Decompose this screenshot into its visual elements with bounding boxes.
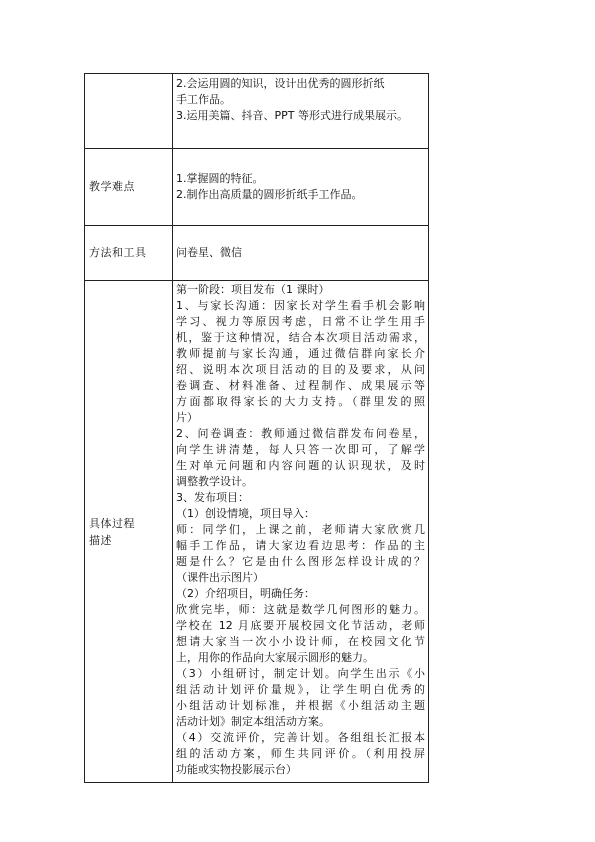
goals-line-1: 2.会运用圆的知识，设计出优秀的圆形折纸 xyxy=(176,77,385,90)
process-line: 想请大家当一次小小设计师，在校园文化节 xyxy=(176,635,425,648)
table-row-method xyxy=(85,226,429,281)
method-label-cell: 方法和工具 xyxy=(85,226,173,281)
process-line: 欣赏完毕，师：这就是数学几何图形的魅力。 xyxy=(176,603,425,616)
process-line: 活动计划》制定本组活动方案。 xyxy=(176,715,330,728)
process-line: 方面都取得家长的大力支持。（群里发的照 xyxy=(176,395,425,408)
process-line: 1、与家长沟通：因家长对学生看手机会影响 xyxy=(176,299,425,312)
process-line: 幅手工作品，请大家边看边思考：作品的主 xyxy=(176,539,425,552)
difficulty-line-2: 2.制作出高质量的圆形折纸手工作品。 xyxy=(176,188,363,201)
table-row-difficulty xyxy=(85,149,429,226)
process-line: 绍、说明本次项目活动的目的及要求，从问 xyxy=(176,363,425,376)
difficulty-label-cell: 教学难点 xyxy=(85,149,173,226)
process-line: 教师提前与家长沟通，通过微信群向家长介 xyxy=(176,347,425,360)
lesson-plan-table xyxy=(84,73,429,783)
process-line: 学习、视力等原因考虑，日常不让学生用手 xyxy=(176,315,425,328)
process-line: 组的活动方案，师生共同评价。（利用投屏 xyxy=(176,747,425,760)
process-content-cell xyxy=(173,281,429,783)
table-row-process xyxy=(85,281,429,783)
process-label: 具体过程描述 xyxy=(89,516,135,547)
goals-label-cell xyxy=(85,74,173,149)
process-line: 卷调查、材料准备、过程制作、成果展示等 xyxy=(176,379,425,392)
process-line: （2）介绍项目，明确任务： xyxy=(176,587,315,600)
goals-content-cell xyxy=(173,74,429,149)
goals-line-3: 3.运用美篇、抖音、PPT 等形式进行成果展示。 xyxy=(176,109,408,122)
process-line: （1）创设情境，项目导入： xyxy=(176,507,315,520)
process-line: 3、发布项目： xyxy=(176,491,249,504)
process-line: 功能或实物投影展示台） xyxy=(176,763,297,776)
process-line: 向学生讲清楚，每人只答一次即可，了解学 xyxy=(176,443,425,456)
difficulty-line-1: 1.掌握圆的特征。 xyxy=(176,172,264,185)
process-line: （课件出示图片） xyxy=(176,571,264,584)
process-line: 2、问卷调查：教师通过微信群发布问卷星， xyxy=(176,427,425,440)
method-content-cell: 问卷星、微信 xyxy=(173,226,429,281)
process-line: 师：同学们，上课之前，老师请大家欣赏几 xyxy=(176,523,425,536)
process-line: 题是什么？它是由什么图形怎样设计成的？ xyxy=(176,555,425,568)
process-label-cell xyxy=(85,281,173,783)
process-line: 组活动计划评价量规》，让学生明白优秀的 xyxy=(176,683,425,696)
goals-line-2: 手工作品。 xyxy=(176,93,231,106)
process-line: 小组活动计划标准，并根据《小组活动主题 xyxy=(176,699,425,712)
process-line: 机，鉴于这种情况，结合本次项目活动需求， xyxy=(176,331,425,344)
process-line: 生对单元问题和内容问题的认识现状，及时 xyxy=(176,459,425,472)
process-line: 第一阶段：项目发布（1 课时） xyxy=(176,283,330,296)
table-row-goals xyxy=(85,74,429,149)
process-line: 上，用你的作品向大家展示圆形的魅力。 xyxy=(176,651,374,664)
process-line: （4）交流评价，完善计划。各组组长汇报本 xyxy=(176,731,425,744)
difficulty-content-cell xyxy=(173,149,429,226)
process-line: 片） xyxy=(176,411,198,424)
process-line: 学校在 12 月底要开展校园文化节活动，老师 xyxy=(176,619,425,632)
process-line: （3）小组研讨，制定计划。向学生出示《小 xyxy=(176,667,425,680)
process-line: 调整教学设计。 xyxy=(176,475,253,488)
